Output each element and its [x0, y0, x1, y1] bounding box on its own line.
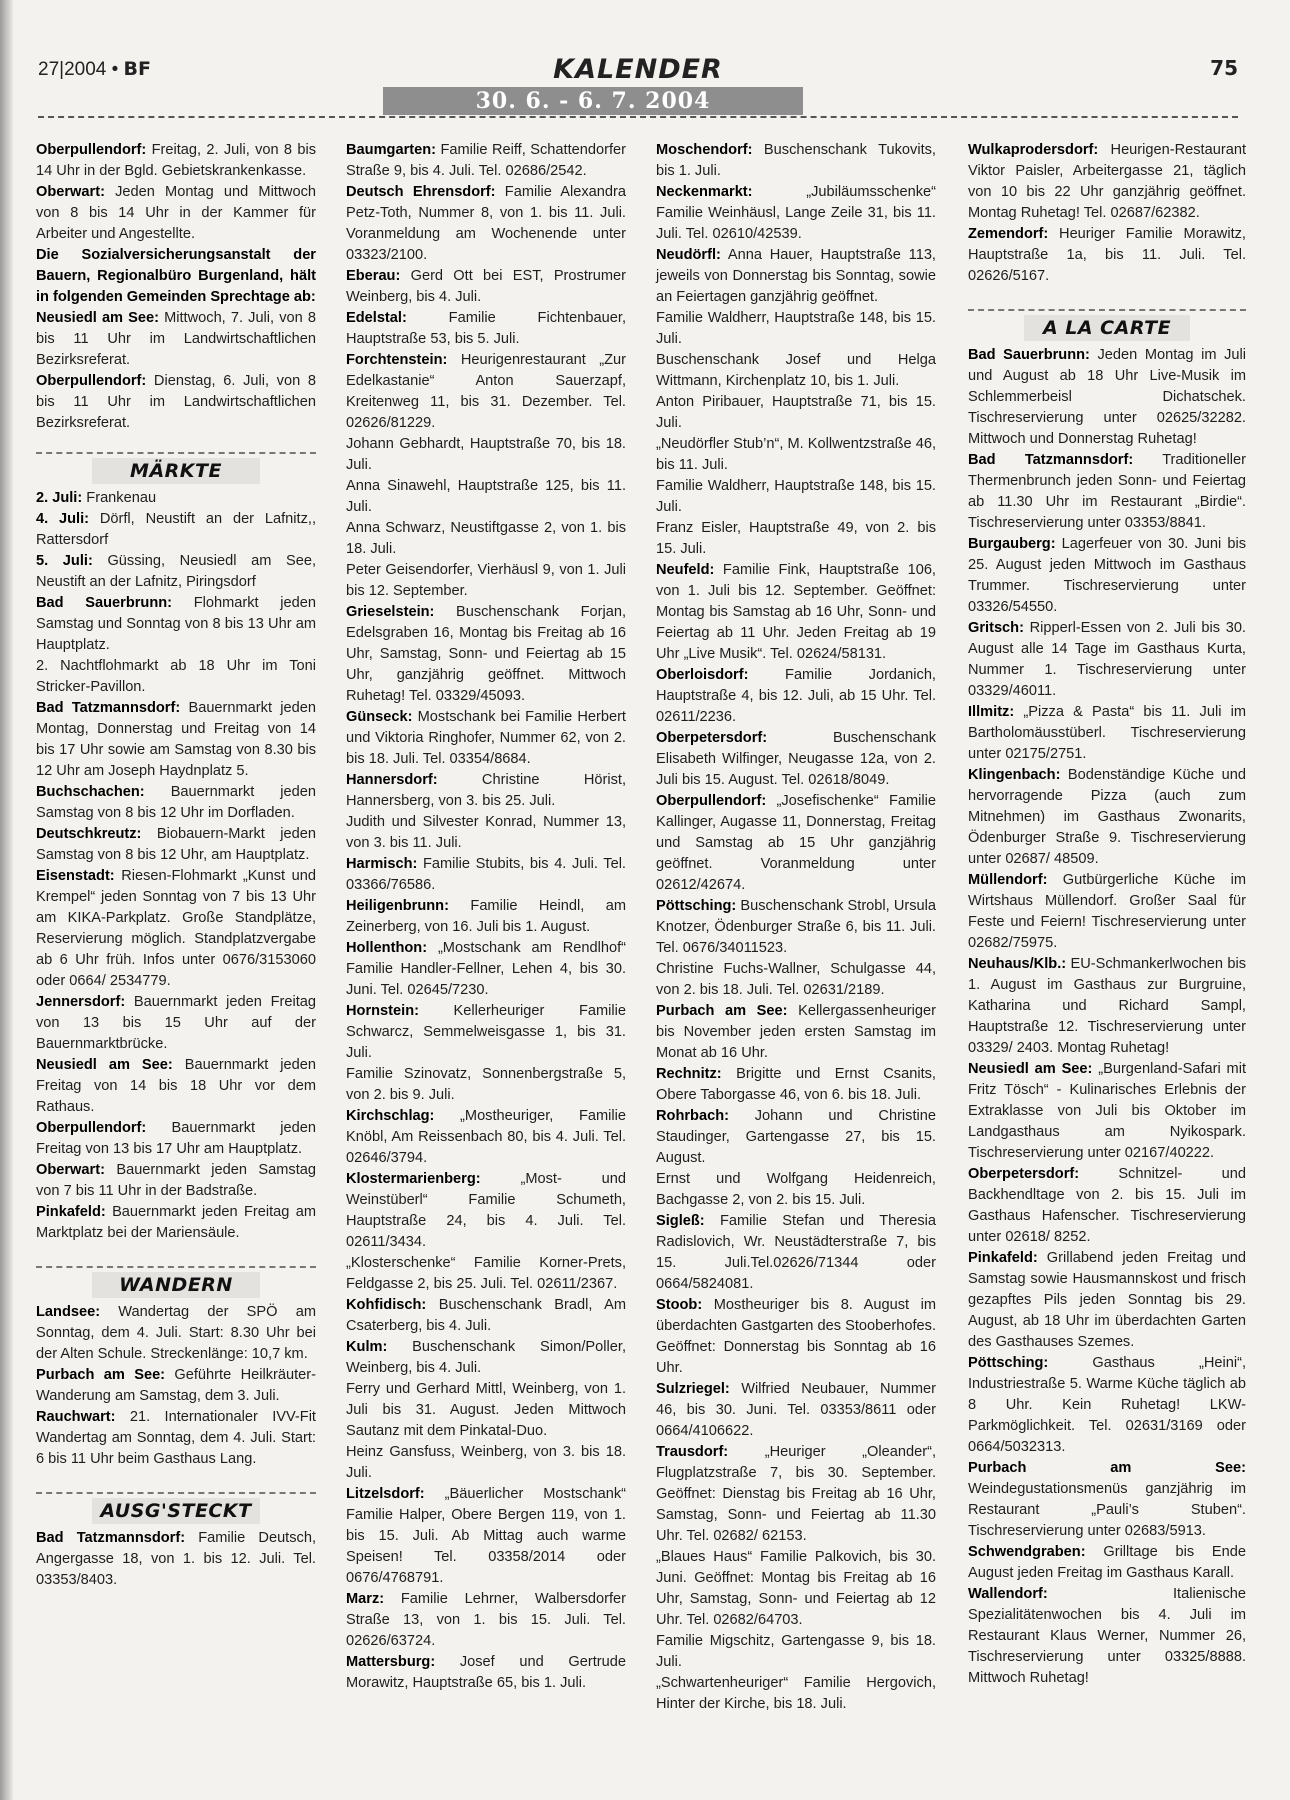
- calendar-entry: [346, 140, 626, 182]
- maerkte-entries: [36, 488, 316, 1244]
- calendar-entry: [346, 1589, 626, 1652]
- page-header: [38, 54, 1238, 124]
- calendar-entry: [968, 870, 1246, 954]
- calendar-entry: [656, 1547, 936, 1631]
- calendar-entry: [36, 182, 316, 245]
- calendar-entry: [36, 656, 316, 698]
- entry-place: Neufeld:: [656, 562, 715, 578]
- calendar-entry: [968, 702, 1246, 765]
- calendar-entry: [656, 1442, 936, 1547]
- entry-place: Günseck:: [346, 709, 413, 725]
- calendar-entry: [968, 345, 1246, 450]
- entry-place: Oberwart:: [36, 184, 105, 200]
- calendar-entry: [346, 1295, 626, 1337]
- calendar-entry: [656, 1673, 936, 1715]
- entry-place: Landsee:: [36, 1304, 101, 1320]
- calendar-entry: [656, 476, 936, 518]
- calendar-entry: [968, 618, 1246, 702]
- entry-details: „Schwartenheuriger“ Familie Hergovich, Hinter der Kirche, bis 18. Juli.: [656, 1675, 936, 1712]
- entry-place: Forchtenstein:: [346, 352, 448, 368]
- calendar-entry: [656, 1295, 936, 1379]
- calendar-entry: [36, 140, 316, 182]
- calendar-entry: [346, 518, 626, 560]
- heurigen-entries-3: [656, 140, 936, 1715]
- entry-place: Bad Sauerbrunn:: [968, 347, 1090, 363]
- entry-place: Oberwart:: [36, 1162, 105, 1178]
- entry-details: Bauernmarkt jeden Freitag von 13 bis 15 Uhr auf der Bauernmarktbrücke.: [36, 994, 316, 1052]
- calendar-entry: [968, 140, 1246, 224]
- entry-place: Jennersdorf:: [36, 994, 126, 1010]
- calendar-entry: [656, 1631, 936, 1673]
- calendar-entry: [968, 1059, 1246, 1164]
- entry-place: Neusiedl am See:: [36, 1057, 173, 1073]
- calendar-entry: [346, 1337, 626, 1379]
- calendar-entry: [968, 1584, 1246, 1689]
- calendar-entry: [656, 392, 936, 434]
- calendar-entry: [968, 1458, 1246, 1542]
- issue-label: 27|2004 • BF: [38, 58, 152, 80]
- entry-details: Jeden Montag und Mittwoch von 8 bis 14 Uhr in der Kammer für Arbeiter und Angestellte.: [36, 184, 316, 242]
- calendar-entry: [346, 266, 626, 308]
- calendar-entry: [36, 1160, 316, 1202]
- section-heading-wandern: WANDERN: [36, 1266, 316, 1298]
- entry-place: Pinkafeld:: [36, 1204, 106, 1220]
- entry-details: Mostschank bei Familie Herbert und Viktoria Ringhofer, Nummer 62, von 2. bis 18. Juli. Tel. 03354/8684.: [346, 709, 626, 767]
- entry-place: Oberpullendorf:: [36, 142, 147, 158]
- entry-place: Neuhaus/Klb.:: [968, 956, 1067, 972]
- entry-details: Weindegustationsmenüs ganzjährig im Restaurant „Pauli’s Stuben“. Tischreservierung unter 02683/5913.: [968, 1481, 1246, 1539]
- entry-place: Mattersburg:: [346, 1654, 436, 1670]
- entry-place: Stoob:: [656, 1297, 703, 1313]
- entry-place: Gritsch:: [968, 620, 1024, 636]
- entry-details: Buschenschank Strobl, Ursula Knotzer, Ödenburger Straße 6, bis 11. Juli. Tel. 0676/34011523.: [656, 898, 936, 956]
- calendar-entry: [656, 434, 936, 476]
- entry-details: Heurigenrestaurant „Zur Edelkastanie“ Anton Sauerzapf, Kreitenweg 11, bis 31. Dezember. Tel. 02626/81229.: [346, 352, 626, 431]
- entry-details: Christine Hörist, Hannersberg, von 3. bis 25. Juli.: [346, 772, 626, 809]
- calendar-entry: [346, 308, 626, 350]
- entry-details: Familie Fink, Hauptstraße 106, von 1. Juli bis 12. September. Geöffnet: Montag bis Samstag ab 16 Uhr, Sonn- und Feiertag ab 11 Uhr. Jeden Freitag ab 19 Uhr „Live Musik“. Tel. 02624/58131.: [656, 562, 936, 662]
- entry-details: Buschenschank Josef und Helga Wittmann, Kirchenplatz 10, bis 1. Juli.: [656, 352, 936, 389]
- entry-place: Klingenbach:: [968, 767, 1061, 783]
- entry-place: Hornstein:: [346, 1003, 419, 1019]
- calendar-entry: [346, 602, 626, 707]
- entry-details: „Burgenland-Safari mit Fritz Tösch“ - Kulinarisches Erlebnis der Extraklasse von Juli bis Oktober im Landgasthaus am Nyikospark. Tischreservierung unter 02167/40222.: [968, 1061, 1247, 1161]
- calendar-entry: [656, 518, 936, 560]
- entry-place: Harmisch:: [346, 856, 418, 872]
- calendar-columns: [36, 140, 1246, 1780]
- entry-place: Edelstal:: [346, 310, 407, 326]
- entry-place: Heiligenbrunn:: [346, 898, 449, 914]
- calendar-entry: [968, 224, 1246, 287]
- entry-place: Sigleß:: [656, 1213, 705, 1229]
- entry-place: Rohrbach:: [656, 1108, 729, 1124]
- calendar-entry: [656, 896, 936, 959]
- entry-place: Klostermarienberg:: [346, 1171, 481, 1187]
- calendar-entry: [346, 938, 626, 1001]
- entry-details: Bauernmarkt jeden Freitag am Marktplatz bei der Mariensäule.: [36, 1204, 316, 1241]
- entry-details: Gerd Ott bei EST, Prostrumer Weinberg, bis 4. Juli.: [346, 268, 626, 305]
- calendar-entry: [968, 954, 1246, 1059]
- entry-place: Die Sozialversicherungsanstalt der Bauern, Regionalbüro Burgenland, hält in folgenden Gemeinden Sprechtage ab:: [36, 247, 316, 305]
- entry-details: Bauernmarkt jeden Freitag von 14 bis 18 Uhr vor dem Rathaus.: [36, 1057, 316, 1115]
- entry-details: EU-Schmankerlwochen bis 1. August im Gasthaus zur Burgruine, Katharina und Richard Sampl, Hauptstraße 12. Tischreservierung unter 03329/ 2403. Montag Ruhetag!: [968, 956, 1246, 1056]
- entry-place: Moschendorf:: [656, 142, 753, 158]
- entry-place: Purbach am See:: [656, 1003, 788, 1019]
- calendar-entry: [36, 824, 316, 866]
- heurigen-entries-4: [968, 140, 1246, 287]
- entry-details: „Klosterschenke“ Familie Korner-Prets, Feldgasse 2, bis 25. Juli. Tel. 02611/2367.: [346, 1255, 626, 1292]
- calendar-entry: [346, 1001, 626, 1064]
- entry-place: Hannersdorf:: [346, 772, 438, 788]
- entry-details: Anna Schwarz, Neustiftgasse 2, von 1. bis 18. Juli.: [346, 520, 626, 557]
- entry-details: Familie Reiff, Schattendorfer Straße 9, bis 4. Juli. Tel. 02686/2542.: [346, 142, 626, 179]
- calendar-entry: [346, 896, 626, 938]
- entry-place: Litzelsdorf:: [346, 1486, 425, 1502]
- entry-place: Schwendgraben:: [968, 1544, 1086, 1560]
- entry-place: Bad Sauerbrunn:: [36, 595, 173, 611]
- calendar-entry: [656, 959, 936, 1001]
- entry-place: Neusiedl am See:: [968, 1061, 1093, 1077]
- calendar-entry: [36, 1202, 316, 1244]
- entry-details: Familie Fichtenbauer, Hauptstraße 53, bis 5. Juli.: [346, 310, 626, 347]
- entry-details: Christine Fuchs-Wallner, Schulgasse 44, von 2. bis 18. Juli. Tel. 02631/2189.: [656, 961, 936, 998]
- entry-details: Wilfried Neubauer, Nummer 46, bis 30. Juni. Tel. 03353/8611 oder 0664/4106622.: [656, 1381, 936, 1439]
- entry-place: Illmitz:: [968, 704, 1015, 720]
- entry-place: Neudörfl:: [656, 247, 721, 263]
- entry-details: Familie Migschitz, Gartengasse 9, bis 18. Juli.: [656, 1633, 936, 1670]
- a-la-carte-entries: [968, 345, 1246, 1689]
- calendar-entry: [36, 1118, 316, 1160]
- calendar-entry: [36, 992, 316, 1055]
- calendar-entry: [656, 1169, 936, 1211]
- entry-details: 2. Nachtflohmarkt ab 18 Uhr im Toni Stricker-Pavillon.: [36, 658, 316, 695]
- entry-place: Rauchwart:: [36, 1409, 116, 1425]
- entry-details: Flohmarkt jeden Samstag und Sonntag von 8 bis 13 Uhr am Hauptplatz.: [36, 595, 316, 653]
- entry-details: „Most- und Weinstüberl“ Familie Schumeth, Hauptstraße 24, bis 4. Juli. Tel. 02611/3434.: [346, 1171, 626, 1250]
- entry-place: Deutsch Ehrensdorf:: [346, 184, 496, 200]
- entry-place: Neusiedl am See:: [36, 310, 159, 326]
- entry-place: Eberau:: [346, 268, 401, 284]
- entry-details: Johann und Christine Staudinger, Gartengasse 27, bis 15. August.: [656, 1108, 936, 1166]
- entry-details: Grilltage bis Ende August jeden Freitag im Gasthaus Karall.: [968, 1544, 1246, 1581]
- entry-details: Grillabend jeden Freitag und Samstag sowie Hausmannskost und frisch gezapftes Pils jeden Sonntag bis 29. August, ab 18 Uhr im überdachten Garten des Gasthauses Szemes.: [968, 1250, 1246, 1350]
- calendar-entry: [656, 308, 936, 350]
- column-4: [968, 140, 1246, 1689]
- calendar-entry: [656, 1106, 936, 1169]
- calendar-entry: [346, 854, 626, 896]
- entry-details: „Pizza & Pasta“ bis 11. Juli im Bartholomäusstüberl. Tischreservierung unter 02175/2751.: [968, 704, 1246, 762]
- calendar-entry: [36, 488, 316, 509]
- entry-details: Bauernmarkt jeden Samstag von 8 bis 12 Uhr im Dorfladen.: [36, 784, 316, 821]
- entry-place: Pinkafeld:: [968, 1250, 1038, 1266]
- entry-details: „Heuriger „Oleander“, Flugplatzstraße 7, bis 30. September. Geöffnet: Dienstag bis Freitag ab 16 Uhr, Samstag, Sonn- und Feiertag ab 11.30 Uhr. Tel. 02682/ 62153.: [656, 1444, 936, 1544]
- entry-place: Hollenthon:: [346, 940, 428, 956]
- entry-details: Traditioneller Thermenbrunch jeden Sonn- und Feiertag ab 11.30 Uhr im Restaurant „Birdie“. Tischreservierung unter 03353/8841.: [968, 452, 1247, 531]
- entry-place: Oberpetersdorf:: [968, 1166, 1080, 1182]
- entry-details: Riesen-Flohmarkt „Kunst und Krempel“ jeden Sonntag von 7 bis 13 Uhr am KIKA-Parkplatz. Große Standplätze, Reservierung möglich. Standplatzvergabe ab 6 Uhr früh. Infos unter 0676/3153060 oder 0664/ 2534779.: [36, 868, 316, 989]
- entry-details: Johann Gebhardt, Hauptstraße 70, bis 18. Juli.: [346, 436, 626, 473]
- entry-place: Marz:: [346, 1591, 385, 1607]
- entry-details: Wandertag der SPÖ am Sonntag, dem 4. Juli. Start: 8.30 Uhr bei der Alten Schule. Streckenlänge: 10,7 km.: [36, 1304, 316, 1362]
- entry-place: Purbach am See:: [36, 1367, 166, 1383]
- entry-place: Pöttsching:: [968, 1355, 1049, 1371]
- entry-place: Oberpetersdorf:: [656, 730, 768, 746]
- entry-details: Familie Heindl, am Zeinerberg, von 16. Juli bis 1. August.: [346, 898, 626, 935]
- calendar-entry: [656, 791, 936, 896]
- calendar-entry: [656, 350, 936, 392]
- calendar-entry: [346, 560, 626, 602]
- entry-details: Anna Hauer, Hauptstraße 113, jeweils von Donnerstag bis Sonntag, sowie an Feiertagen ganzjährig geöffnet.: [656, 247, 936, 305]
- calendar-entry: [346, 434, 626, 476]
- entry-details: Dienstag, 6. Juli, von 8 bis 11 Uhr im Landwirtschaftlichen Bezirksreferat.: [36, 373, 316, 431]
- entry-details: Dörfl, Neustift an der Lafnitz,, Rattersdorf: [36, 511, 316, 548]
- entry-details: Josef und Gertrude Morawitz, Hauptstraße 65, bis 1. Juli.: [346, 1654, 626, 1691]
- entry-place: Oberpullendorf:: [36, 1120, 147, 1136]
- calendar-entry: [346, 812, 626, 854]
- calendar-entry: [36, 698, 316, 782]
- entry-details: Bodenständige Küche und hervorragende Pizza (auch zum Mitnehmen) im Gasthaus Zwonarits, Ödenburger Straße 9. Tischreservierung unter 02687/ 48509.: [968, 767, 1246, 867]
- calendar-entry: [36, 866, 316, 992]
- entry-details: Franz Eisler, Hauptstraße 49, von 2. bis 15. Juli.: [656, 520, 936, 557]
- calendar-entry: [346, 1106, 626, 1169]
- entry-details: Buschenschank Tukovits, bis 1. Juli.: [656, 142, 936, 179]
- entry-place: Purbach am See:: [968, 1460, 1246, 1476]
- calendar-entry: [968, 534, 1246, 618]
- entry-details: Heurigen-Restaurant Viktor Paisler, Arbeitergasse 21, täglich von 10 bis 22 Uhr ganzjährig geöffnet. Montag Ruhetag! Tel. 02687/62382.: [968, 142, 1246, 221]
- entry-details: Heinz Gansfuss, Weinberg, von 3. bis 18. Juli.: [346, 1444, 626, 1481]
- page-binding-shadow: [0, 0, 14, 1800]
- entry-place: Trausdorf:: [656, 1444, 729, 1460]
- entry-place: Buchschachen:: [36, 784, 145, 800]
- column-2: [346, 140, 626, 1694]
- entry-details: Familie Deutsch, Angergasse 18, von 1. bis 12. Juli. Tel. 03353/8403.: [36, 1530, 317, 1588]
- date-range-banner: 30. 6. - 6. 7. 2004: [383, 87, 803, 115]
- entry-details: „Jubiläumsschenke“ Familie Weinhäusl, Lange Zeile 31, bis 11. Juli. Tel. 02610/42539.: [656, 184, 936, 242]
- entry-place: Bad Tatzmannsdorf:: [36, 1530, 186, 1546]
- entry-place: Oberpullendorf:: [36, 373, 147, 389]
- calendar-entry: [968, 1164, 1246, 1248]
- entry-place: Neckenmarkt:: [656, 184, 753, 200]
- entry-details: Gutbürgerliche Küche im Wirtshaus Müllendorf. Großer Saal für Feste und Feiern! Tischreservierung unter 02682/75975.: [968, 872, 1246, 951]
- entry-details: Peter Geisendorfer, Vierhäusl 9, von 1. Juli bis 12. September.: [346, 562, 626, 599]
- calendar-entry: [968, 1248, 1246, 1353]
- entry-place: Oberpullendorf:: [656, 793, 767, 809]
- calendar-entry: [36, 782, 316, 824]
- entry-details: Bauernmarkt jeden Samstag von 7 bis 11 Uhr in der Badstraße.: [36, 1162, 316, 1199]
- calendar-entry: [656, 728, 936, 791]
- entry-place: Sulzriegel:: [656, 1381, 730, 1397]
- entry-details: Mittwoch, 7. Juli, von 8 bis 11 Uhr im Landwirtschaftlichen Bezirksreferat.: [36, 310, 316, 368]
- entry-details: Familie Jordanich, Hauptstraße 4, bis 12. Juli, ab 15 Uhr. Tel. 02611/2236.: [656, 667, 936, 725]
- calendar-entry: [36, 1528, 316, 1591]
- entry-details: Italienische Spezialitätenwochen bis 4. Juli im Restaurant Klaus Werner, Nummer 26, Tischreservierung unter 03325/8888. Mittwoch Ruhetag!: [968, 1586, 1246, 1686]
- entry-place: 2. Juli:: [36, 490, 83, 506]
- calendar-entry: [346, 770, 626, 812]
- entry-details: Freitag, 2. Juli, von 8 bis 14 Uhr in der Bgld. Gebietskrankenkasse.: [36, 142, 316, 179]
- calendar-entry: [346, 1064, 626, 1106]
- calendar-entry: [656, 1064, 936, 1106]
- section-heading-a-la-carte: A LA CARTE: [968, 309, 1246, 341]
- entry-details: Buschenschank Simon/Poller, Weinberg, bis 4. Juli.: [346, 1339, 626, 1376]
- entry-place: 4. Juli:: [36, 511, 90, 527]
- entry-details: Lagerfeuer von 30. Juni bis 25. August jeden Mittwoch im Gasthaus Trummer. Tischreservierung unter 03326/54550.: [968, 536, 1246, 615]
- entry-place: Eisenstadt:: [36, 868, 115, 884]
- entry-details: Ferry und Gerhard Mittl, Weinberg, von 1. Juli bis 31. August. Jeden Mittwoch Sautanz mit dem Pinkatal-Duo.: [346, 1381, 626, 1439]
- calendar-entry: [36, 593, 316, 656]
- entry-place: Wulkaprodersdorf:: [968, 142, 1099, 158]
- entry-details: „Neudörfler Stub’n“, M. Kollwentzstraße 46, bis 11. Juli.: [656, 436, 936, 473]
- calendar-entry: [36, 1055, 316, 1118]
- calendar-entry: [36, 371, 316, 434]
- entry-details: Bauernmarkt jeden Freitag von 13 bis 17 Uhr am Hauptplatz.: [36, 1120, 316, 1157]
- calendar-entry: [36, 1407, 316, 1470]
- calendar-entry: [656, 140, 936, 182]
- calendar-entry: [346, 1253, 626, 1295]
- entry-details: Buschenschank Bradl, Am Csaterberg, bis 4. Juli.: [346, 1297, 626, 1334]
- entry-place: Oberloisdorf:: [656, 667, 749, 683]
- entry-details: Heuriger Familie Morawitz, Hauptstraße 1a, bis 11. Juli. Tel. 02626/5167.: [968, 226, 1246, 284]
- calendar-entry: [36, 509, 316, 551]
- calendar-entry: [346, 1379, 626, 1442]
- entry-details: Anton Piribauer, Hauptstraße 71, bis 15. Juli.: [656, 394, 936, 431]
- entry-details: Biobauern-Markt jeden Samstag von 8 bis 12 Uhr, am Hauptplatz.: [36, 826, 316, 863]
- entry-details: Kellergassenheuriger bis November jeden ersten Samstag im Monat ab 16 Uhr.: [656, 1003, 937, 1061]
- column-1: [36, 140, 316, 1591]
- entry-place: Deutschkreutz:: [36, 826, 142, 842]
- calendar-entry: [656, 1211, 936, 1295]
- ausgsteckt-entries: [36, 1528, 316, 1591]
- calendar-entry: [656, 182, 936, 245]
- entry-details: Familie Alexandra Petz-Toth, Nummer 8, von 1. bis 11. Juli. Voranmeldung am Wochenende unter 03323/2100.: [346, 184, 626, 263]
- section-title: KALENDER: [553, 54, 723, 85]
- entry-place: Baumgarten:: [346, 142, 437, 158]
- calendar-entry: [346, 1484, 626, 1589]
- wandern-entries: [36, 1302, 316, 1470]
- entry-details: „Bäuerlicher Mostschank“ Familie Halper, Obere Bergen 119, von 1. bis 15. Juli. Ab Mittag auch warme Speisen! Tel. 03358/2014 oder 0676/4768791.: [346, 1486, 626, 1586]
- entry-details: „Mostheuriger, Familie Knöbl, Am Reissenbach 80, bis 4. Juli. Tel. 02646/3794.: [346, 1108, 626, 1166]
- entry-details: Schnitzel- und Backhendltage von 2. bis 15. Juli im Gasthaus Hafenscher. Tischreservierung unter 02618/ 8252.: [968, 1166, 1246, 1245]
- entry-details: Buschenschank Elisabeth Wilfinger, Neugasse 12a, von 2. Juli bis 15. August. Tel. 02618/8049.: [656, 730, 936, 788]
- calendar-entry: [968, 1353, 1246, 1458]
- entry-details: „Blaues Haus“ Familie Palkovich, bis 30. Juni. Geöffnet: Montag bis Freitag ab 16 Uhr, Samstag, Sonn- und Feiertag ab 12 Uhr. Tel. 02682/64703.: [656, 1549, 936, 1628]
- calendar-entry: [346, 1442, 626, 1484]
- calendar-entry: [656, 1001, 936, 1064]
- calendar-entry: [36, 245, 316, 308]
- entry-place: Kirchschlag:: [346, 1108, 435, 1124]
- entry-details: „Josefischenke“ Familie Kallinger, Augasse 11, Donnerstag, Freitag und Samstag ab 15 Uhr ganzjährig geöffnet. Voranmeldung unter 02612/42674.: [656, 793, 936, 893]
- entry-place: Pöttsching:: [656, 898, 737, 914]
- entry-details: Güssing, Neusiedl am See, Neustift an der Lafnitz, Piringsdorf: [36, 553, 317, 590]
- calendar-entry: [346, 707, 626, 770]
- entry-details: Judith und Silvester Konrad, Nummer 13, von 3. bis 11. Juli.: [346, 814, 626, 851]
- calendar-entry: [656, 560, 936, 665]
- entry-details: Brigitte und Ernst Csanits, Obere Taborgasse 46, von 6. bis 18. Juli.: [656, 1066, 936, 1103]
- calendar-entry: [346, 1169, 626, 1253]
- entry-details: Ripperl-Essen von 2. Juli bis 30. August alle 14 Tage im Gasthaus Kurta, Nummer 1. Tischreservierung unter 03329/46011.: [968, 620, 1246, 699]
- entry-details: Familie Stubits, bis 4. Juli. Tel. 03366/76586.: [346, 856, 626, 893]
- entry-place: Kulm:: [346, 1339, 388, 1355]
- entry-details: Familie Waldherr, Hauptstraße 148, bis 15. Juli.: [656, 310, 936, 347]
- entry-details: Familie Lehrner, Walbersdorfer Straße 13, von 1. bis 15. Juli. Tel. 02626/63724.: [346, 1591, 626, 1649]
- calendar-entry: [36, 1365, 316, 1407]
- section-heading-ausgsteckt: AUSG'STECKT: [36, 1492, 316, 1524]
- entry-details: Bauernmarkt jeden Montag, Donnerstag und Freitag von 14 bis 17 Uhr sowie am Samstag von 8.30 bis 12 Uhr am Joseph Haydnplatz 5.: [36, 700, 316, 779]
- entry-place: Bad Tatzmannsdorf:: [36, 700, 181, 716]
- calendar-entry: [656, 665, 936, 728]
- heurigen-entries-2: [346, 140, 626, 1694]
- entry-place: Grieselstein:: [346, 604, 435, 620]
- calendar-entry: [36, 308, 316, 371]
- calendar-entry: [36, 551, 316, 593]
- calendar-entry: [656, 1379, 936, 1442]
- section-heading-maerkte: MÄRKTE: [36, 452, 316, 484]
- entry-details: Anna Sinawehl, Hauptstraße 125, bis 11. Juli.: [346, 478, 626, 515]
- entry-details: Geführte Heilkräuter-Wanderung am Samstag, dem 3. Juli.: [36, 1367, 316, 1404]
- entry-place: Kohfidisch:: [346, 1297, 427, 1313]
- page-number: 75: [1210, 56, 1238, 80]
- entry-place: Bad Tatzmannsdorf:: [968, 452, 1134, 468]
- calendar-entry: [346, 1652, 626, 1694]
- entry-details: Ernst und Wolfgang Heidenreich, Bachgasse 2, von 2. bis 15. Juli.: [656, 1171, 936, 1208]
- entry-place: Zemendorf:: [968, 226, 1049, 242]
- calendar-entry: [36, 1302, 316, 1365]
- intro-entries: [36, 140, 316, 434]
- calendar-entry: [346, 182, 626, 266]
- column-3: [656, 140, 936, 1715]
- entry-place: Rechnitz:: [656, 1066, 722, 1082]
- entry-place: Müllendorf:: [968, 872, 1048, 888]
- entry-place: Wallendorf:: [968, 1586, 1048, 1602]
- entry-details: Frankenau: [82, 490, 157, 506]
- header-divider: [38, 116, 1238, 118]
- entry-place: 5. Juli:: [36, 553, 93, 569]
- entry-details: Gasthaus „Heini“, Industriestraße 5. Warme Küche täglich ab 8 Uhr. Kein Ruhetag! LKW-Parkmöglichkeit. Tel. 02631/3169 oder 0664/5032313.: [968, 1355, 1246, 1455]
- entry-details: Jeden Montag im Juli und August ab 18 Uhr Live-Musik im Schlemmerbeisl Dichatschek. Tischreservierung unter 02625/32282. Mittwoch und Donnerstag Ruhetag!: [968, 347, 1246, 447]
- entry-details: Familie Stefan und Theresia Radislovich, Wr. Neustädterstraße 7, bis 15. Juli.Tel.02626/71344 oder 0664/5824081.: [656, 1213, 936, 1292]
- entry-details: Mostheuriger bis 8. August im überdachten Gastgarten des Stooberhofes. Geöffnet: Donnerstag bis Sonntag ab 16 Uhr.: [656, 1297, 936, 1376]
- entry-details: Kellerheuriger Familie Schwarcz, Semmelweisgasse 1, bis 31. Juli.: [346, 1003, 626, 1061]
- calendar-entry: [968, 1542, 1246, 1584]
- calendar-entry: [968, 765, 1246, 870]
- calendar-entry: [656, 245, 936, 308]
- entry-details: Familie Waldherr, Hauptstraße 148, bis 15. Juli.: [656, 478, 936, 515]
- entry-details: 21. Internationaler IVV-Fit Wandertag am Sonntag, dem 4. Juli. Start: 6 bis 11 Uhr beim Gasthaus Lang.: [36, 1409, 316, 1467]
- entry-details: „Mostschank am Rendlhof“ Familie Handler-Fellner, Lehen 4, bis 30. Juni. Tel. 02645/7230.: [346, 940, 626, 998]
- entry-details: Familie Szinovatz, Sonnenbergstraße 5, von 2. bis 9. Juli.: [346, 1066, 626, 1103]
- calendar-entry: [346, 350, 626, 434]
- calendar-entry: [968, 450, 1246, 534]
- calendar-entry: [346, 476, 626, 518]
- entry-details: Buschenschank Forjan, Edelsgraben 16, Montag bis Freitag ab 16 Uhr, Samstag, Sonn- und Feiertag ab 15 Uhr, ganzjährig geöffnet. Mittwoch Ruhetag! Tel. 03329/45093.: [346, 604, 626, 704]
- entry-place: Burgauberg:: [968, 536, 1056, 552]
